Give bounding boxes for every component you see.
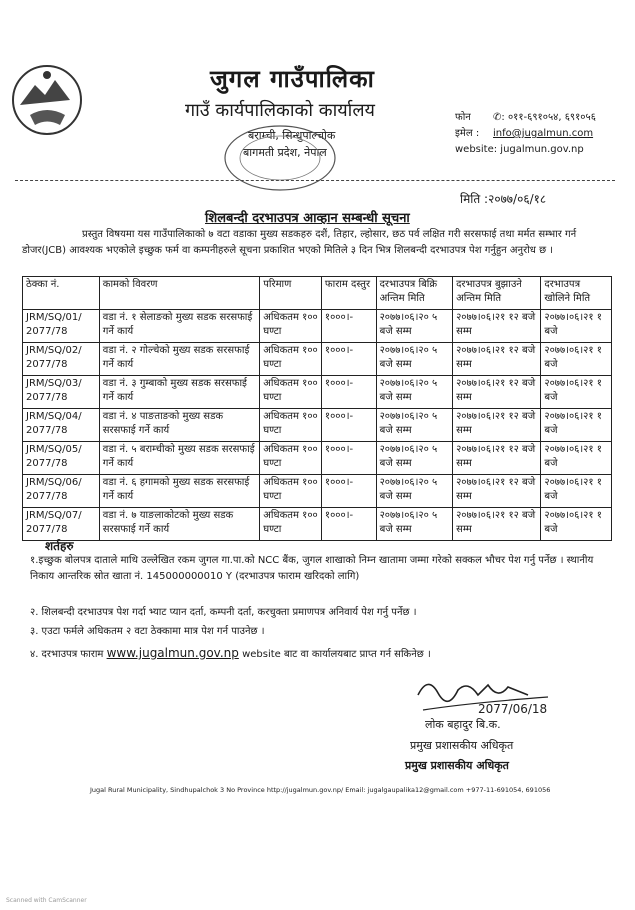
signature-icon	[408, 665, 568, 725]
email-link[interactable]: info@jugalmun.com	[493, 128, 594, 139]
cell-open-date: २०७७।०६।२१ १ बजे	[541, 409, 612, 442]
cell-contract-no: JRM/SQ/03/ 2077/78	[23, 376, 100, 409]
website-link[interactable]: www.jugalmun.gov.np	[106, 646, 239, 660]
office-stamp-icon	[205, 118, 355, 198]
header-sale-deadline: दरभाउपत्र बिक्रि अन्तिम मिति	[376, 277, 452, 310]
cell-open-date: २०७७।०६।२१ १ बजे	[541, 442, 612, 475]
cell-description: वडा नं. ३ गुम्बाको मुख्य सडक सरसफाई गर्ने कार्य	[99, 376, 259, 409]
condition-3: ३. एउटा फर्मले अधिकतम २ वटा ठेक्कामा मात्र पेश गर्न पाउनेछ ।	[30, 626, 265, 637]
cell-submit-deadline: २०७७।०६।२१ १२ बजे सम्म	[453, 310, 541, 343]
table-row	[23, 310, 612, 343]
cell-submit-deadline: २०७७।०६।२१ १२ बजे सम्म	[453, 475, 541, 508]
cell-fee: १०००।-	[321, 310, 376, 343]
table-header-row	[23, 277, 612, 310]
notice-date: मिति :२०७७/०६/१८	[460, 192, 547, 206]
cell-open-date: २०७७।०६।२१ १ बजे	[541, 343, 612, 376]
cell-submit-deadline: २०७७।०६।२१ १२ बजे सम्म	[453, 409, 541, 442]
cell-open-date: २०७७।०६।२१ १ बजे	[541, 376, 612, 409]
scanner-watermark: Scanned with CamScanner	[6, 897, 87, 904]
cell-quantity: अधिकतम १०० घण्टा	[260, 343, 322, 376]
cell-open-date: २०७७।०६।२१ १ बजे	[541, 508, 612, 541]
cell-description: वडा नं. ४ पाङताङको मुख्य सडक सरसफाई गर्ने कार्य	[99, 409, 259, 442]
cell-description: वडा नं. ६ हगामको मुख्य सडक सरसफाई गर्ने कार्य	[99, 475, 259, 508]
cell-quantity: अधिकतम १०० घण्टा	[260, 442, 322, 475]
cell-submit-deadline: २०७७।०६।२१ १२ बजे सम्म	[453, 376, 541, 409]
cell-contract-no: JRM/SQ/02/ 2077/78	[23, 343, 100, 376]
cell-submit-deadline: २०७७।०६।२१ १२ बजे सम्म	[453, 442, 541, 475]
cell-sale-deadline: २०७७।०६।२० ५ बजे सम्म	[376, 475, 452, 508]
table-row	[23, 475, 612, 508]
condition-4-prefix: ४. दरभाउपत्र फाराम	[30, 649, 104, 660]
cell-sale-deadline: २०७७।०६।२० ५ बजे सम्म	[376, 376, 452, 409]
table-row	[23, 343, 612, 376]
table-row	[23, 409, 612, 442]
tender-table	[22, 276, 612, 541]
address-line-1: बराम्ची, सिन्धुपाल्चोक	[248, 129, 336, 142]
condition-4-suffix: website बाट वा कार्यालयबाट प्राप्त गर्न सकिनेछ ।	[242, 649, 431, 660]
cell-sale-deadline: २०७७।०६।२० ५ बजे सम्म	[376, 409, 452, 442]
cell-fee: १०००।-	[321, 475, 376, 508]
cell-description: वडा नं. १ सेलाङको मुख्य सडक सरसफाई गर्ने कार्य	[99, 310, 259, 343]
website-link[interactable]: jugalmun.gov.np	[500, 144, 584, 155]
cell-contract-no: JRM/SQ/06/ 2077/78	[23, 475, 100, 508]
table-row	[23, 376, 612, 409]
condition-1: १.इच्छुक बोलपत्र दाताले माथि उल्लेखित रकम जुगल गा.पा.को NCC बैंक, जुगल शाखाको निम्न खातामा जम्मा गरेको सक्कल भौचर पेश गर्नु पर्नेछ । स्थानीय निकाय आन्तरिक स्रोत खाता नं. 145000000010 Y (दरभाउपत्र फाराम खरिदको लागि)	[30, 555, 594, 582]
condition-4	[30, 645, 610, 663]
signatory-post: प्रमुख प्रशासकीय अधिकृत	[410, 739, 514, 752]
cell-description: वडा नं. २ गोल्चेको मुख्य सडक सरसफाई गर्ने कार्य	[99, 343, 259, 376]
cell-sale-deadline: २०७७।०६।२० ५ बजे सम्म	[376, 310, 452, 343]
cell-sale-deadline: २०७७।०६।२० ५ बजे सम्म	[376, 508, 452, 541]
cell-quantity: अधिकतम १०० घण्टा	[260, 310, 322, 343]
cell-contract-no: JRM/SQ/07/ 2077/78	[23, 508, 100, 541]
cell-submit-deadline: २०७७।०६।२१ १२ बजे सम्म	[453, 508, 541, 541]
cell-open-date: २०७७।०६।२१ १ बजे	[541, 475, 612, 508]
footer-text: Jugal Rural Municipality, Sindhupalchok 3 No Province http://jugalmun.gov.np/ Email: jugalgaupalika12@gmail.com +977-11-691054, 691056	[90, 786, 551, 794]
cell-fee: १०००।-	[321, 409, 376, 442]
cell-fee: १०००।-	[321, 442, 376, 475]
website-label: website:	[455, 144, 498, 155]
cell-contract-no: JRM/SQ/04/ 2077/78	[23, 409, 100, 442]
signatory-name: लोक बहादुर बि.क.	[425, 718, 501, 731]
org-title: जुगल गाउँपालिका	[210, 65, 375, 93]
header-description: कामको विवरण	[99, 277, 259, 310]
office-title: गाउँ कार्यपालिकाको कार्यालय	[185, 100, 375, 121]
cell-sale-deadline: २०७७।०६।२० ५ बजे सम्म	[376, 343, 452, 376]
header-quantity: परिमाण	[260, 277, 322, 310]
table-row	[23, 508, 612, 541]
address-line-2: बागमती प्रदेश, नेपाल	[243, 146, 327, 159]
phone-label: फोन	[455, 112, 471, 123]
condition-2: २. शिलबन्दी दरभाउपत्र पेश गर्दा भ्याट प्यान दर्ता, कम्पनी दर्ता, करचुक्ता प्रमाणपत्र अनिवार्य पेश गर्नु पर्नेछ ।	[30, 607, 417, 618]
notice-intro: प्रस्तुत विषयमा यस गाउँपालिकाको ७ वटा वडाका मुख्य सडकहरु दशैं, तिहार, ल्होसार, छठ पर्व लक्षित गरी सरसफाई तथा मर्मत सम्भार गर्न डोजर(JCB) आवश्यक भएकोले इच्छुक फर्म वा कम्पनीहरुले सूचना प्रकाशित भएको मितिले ३ दिन भित्र शिलबन्दी दरभाउपत्र पेश गर्नुहुन अनुरोध छ ।	[22, 229, 577, 256]
cell-quantity: अधिकतम १०० घण्टा	[260, 475, 322, 508]
header-open-date: दरभाउपत्र खोलिने मिति	[541, 277, 612, 310]
cell-contract-no: JRM/SQ/01/ 2077/78	[23, 310, 100, 343]
cell-contract-no: JRM/SQ/05/ 2077/78	[23, 442, 100, 475]
cell-quantity: अधिकतम १०० घण्टा	[260, 508, 322, 541]
conditions-title: शर्तहरु	[45, 539, 74, 553]
phone-icon: ✆	[493, 112, 502, 123]
cell-fee: १०००।-	[321, 343, 376, 376]
signature-date: 2077/06/18	[478, 702, 548, 716]
phone-value: : ०११-६९१०५४, ६९१०५६	[501, 112, 596, 123]
cell-fee: १०००।-	[321, 376, 376, 409]
header-submit-deadline: दरभाउपत्र बुझाउने अन्तिम मिति	[453, 277, 541, 310]
header-contract-no: ठेक्का नं.	[23, 277, 100, 310]
contact-block	[455, 110, 596, 158]
notice-title: शिलबन्दी दरभाउपत्र आव्हान सम्बन्धी सूचना	[205, 211, 410, 226]
cell-quantity: अधिकतम १०० घण्टा	[260, 376, 322, 409]
cell-sale-deadline: २०७७।०६।२० ५ बजे सम्म	[376, 442, 452, 475]
cell-description: वडा नं. ५ बराम्चीको मुख्य सडक सरसफाई गर्ने कार्य	[99, 442, 259, 475]
table-row	[23, 442, 612, 475]
header-fee: फाराम दस्तुर	[321, 277, 376, 310]
email-label: इमेल :	[455, 128, 480, 139]
cell-description: वडा नं. ७ याङलाकोटको मुख्य सडक सरसफाई गर्ने कार्य	[99, 508, 259, 541]
signatory-post-stamp: प्रमुख प्रशासकीय अधिकृत	[405, 759, 509, 772]
cell-open-date: २०७७।०६।२१ १ बजे	[541, 310, 612, 343]
nepal-emblem-icon	[10, 60, 85, 140]
cell-quantity: अधिकतम १०० घण्टा	[260, 409, 322, 442]
header-divider	[15, 180, 615, 181]
cell-submit-deadline: २०७७।०६।२१ १२ बजे सम्म	[453, 343, 541, 376]
cell-fee: १०००।-	[321, 508, 376, 541]
